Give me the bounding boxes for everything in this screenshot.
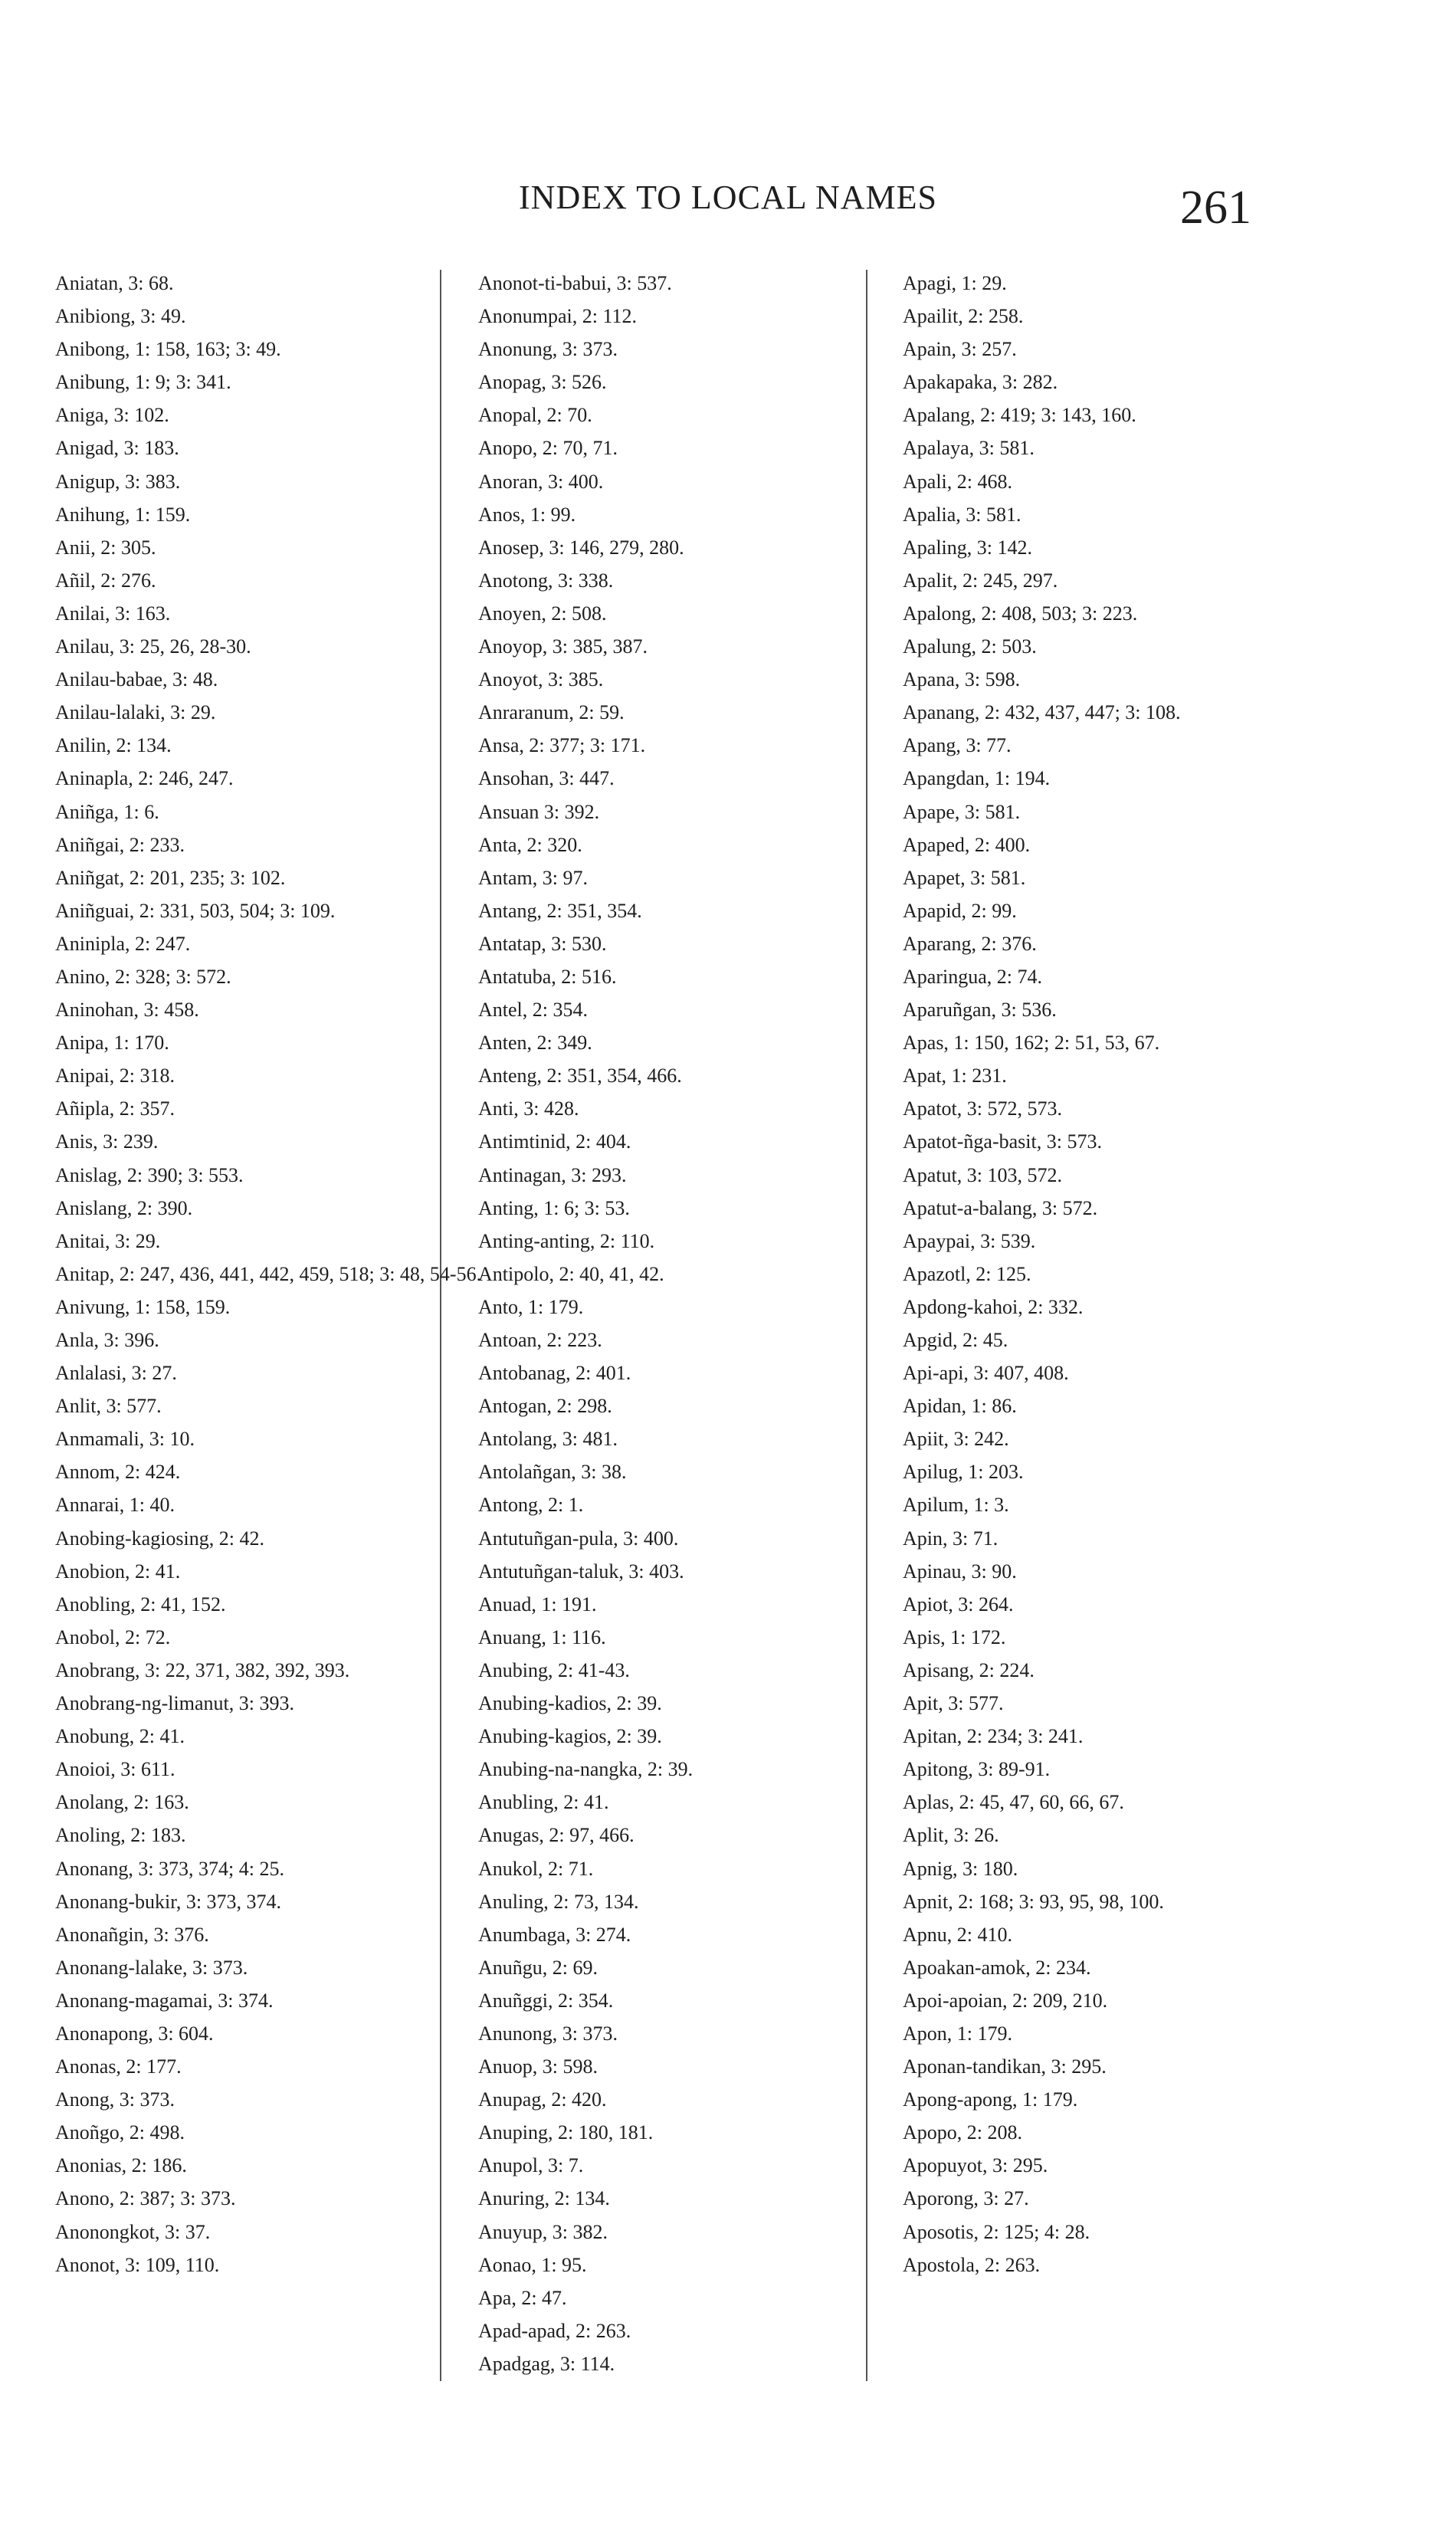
index-entry: Anubing-kadios, 2: 39. <box>478 1692 662 1715</box>
index-entry: Apalang, 2: 419; 3: 143, 160. <box>903 404 1136 427</box>
index-entry: Anubling, 2: 41. <box>478 1791 609 1814</box>
index-entry: Apnit, 2: 168; 3: 93, 95, 98, 100. <box>903 1890 1164 1913</box>
index-entry: Apalung, 2: 503. <box>903 635 1037 658</box>
index-entry: Anoyen, 2: 508. <box>478 602 607 625</box>
index-entry: Anla, 3: 396. <box>55 1329 159 1351</box>
column-divider <box>866 270 867 2381</box>
index-entry: Apana, 3: 598. <box>903 668 1021 691</box>
index-entry: Api-api, 3: 407, 408. <box>903 1362 1069 1385</box>
index-entry: Apalaya, 3: 581. <box>903 437 1035 460</box>
index-entry: Anobrang, 3: 22, 371, 382, 392, 393. <box>55 1658 350 1681</box>
index-entry: Aplas, 2: 45, 47, 60, 66, 67. <box>903 1791 1124 1814</box>
index-entry: Apiit, 3: 242. <box>903 1428 1009 1451</box>
index-entry: Annom, 2: 424. <box>55 1461 181 1484</box>
index-entry: Anmamali, 3: 10. <box>55 1428 195 1451</box>
index-entry: Apatut, 3: 103, 572. <box>903 1163 1062 1186</box>
index-entry: Anonot-ti-babui, 3: 537. <box>478 272 672 294</box>
index-entry: Antimtinid, 2: 404. <box>478 1130 631 1153</box>
index-entry: Anonumpai, 2: 112. <box>478 305 638 328</box>
index-entry: Anotong, 3: 338. <box>478 569 614 592</box>
index-entry: Apanang, 2: 432, 437, 447; 3: 108. <box>903 701 1181 724</box>
index-entry: Antobanag, 2: 401. <box>478 1362 631 1385</box>
index-entry: Anuyup, 3: 382. <box>478 2220 608 2243</box>
index-entry: Anitai, 3: 29. <box>55 1229 161 1252</box>
index-entry: Aparang, 2: 376. <box>903 932 1037 955</box>
index-entry: Anipa, 1: 170. <box>55 1032 169 1055</box>
index-entry: Apnig, 3: 180. <box>903 1857 1018 1880</box>
index-entry: Aninipla, 2: 247. <box>55 932 191 955</box>
index-entry: Anuling, 2: 73, 134. <box>478 1890 639 1913</box>
index-entry: Antong, 2: 1. <box>478 1494 584 1517</box>
index-entry: Antang, 2: 351, 354. <box>478 899 642 922</box>
index-entry: Antolañgan, 3: 38. <box>478 1461 627 1484</box>
index-entry: Apatot, 3: 572, 573. <box>903 1097 1062 1120</box>
index-entry: Antel, 2: 354. <box>478 999 588 1022</box>
index-entry: Anonañgin, 3: 376. <box>55 1923 209 1946</box>
index-entry: Anong, 3: 373. <box>55 2088 175 2111</box>
index-entry: Apapid, 2: 99. <box>903 899 1017 922</box>
index-entry: Aniñgai, 2: 233. <box>55 833 185 856</box>
index-entry: Anolang, 2: 163. <box>55 1791 189 1814</box>
index-entry: Anonang-lalake, 3: 373. <box>55 1956 248 1979</box>
index-entry: Aparuñgan, 3: 536. <box>903 999 1057 1022</box>
index-entry: Anraranum, 2: 59. <box>478 701 625 724</box>
index-entry: Anipai, 2: 318. <box>55 1064 175 1087</box>
index-entry: Anuang, 1: 116. <box>478 1625 606 1648</box>
index-entry: Anobing-kagiosing, 2: 42. <box>55 1527 264 1550</box>
index-entry: Anlit, 3: 577. <box>55 1395 162 1418</box>
index-entry: Añil, 2: 276. <box>55 569 156 592</box>
index-entry: Anupol, 3: 7. <box>478 2154 584 2177</box>
index-entry: Apon, 1: 179. <box>903 2022 1012 2045</box>
index-entry: Anigad, 3: 183. <box>55 437 179 460</box>
index-entry: Ansohan, 3: 447. <box>478 767 615 790</box>
index-entry: Apain, 3: 257. <box>903 338 1017 361</box>
index-entry: Anting, 1: 6; 3: 53. <box>478 1196 630 1219</box>
index-entry: Aonao, 1: 95. <box>478 2253 587 2276</box>
index-entry: Anlalasi, 3: 27. <box>55 1362 177 1385</box>
index-entry: Anoran, 3: 400. <box>478 470 604 493</box>
index-entry: Aposotis, 2: 125; 4: 28. <box>903 2220 1090 2243</box>
index-entry: Apopo, 2: 208. <box>903 2121 1022 2144</box>
index-entry: Anubing, 2: 41-43. <box>478 1658 630 1681</box>
index-entry: Antutuñgan-taluk, 3: 403. <box>478 1560 684 1583</box>
index-entry: Aponan-tandikan, 3: 295. <box>903 2055 1107 2078</box>
index-entry: Anuop, 3: 598. <box>478 2055 598 2078</box>
index-entry: Aniatan, 3: 68. <box>55 272 174 294</box>
index-entry: Anono, 2: 387; 3: 373. <box>55 2187 236 2210</box>
page-title: INDEX TO LOCAL NAMES <box>519 179 937 216</box>
index-entry: Anubing-kagios, 2: 39. <box>478 1725 662 1748</box>
index-entry: Anis, 3: 239. <box>55 1130 159 1153</box>
index-entry: Anteng, 2: 351, 354, 466. <box>478 1064 682 1087</box>
index-entry: Anobion, 2: 41. <box>55 1560 181 1583</box>
index-entry: Anonang, 3: 373, 374; 4: 25. <box>55 1857 284 1880</box>
index-entry: Apaypai, 3: 539. <box>903 1229 1036 1252</box>
index-entry: Aplit, 3: 26. <box>903 1824 999 1847</box>
index-column-3 <box>903 267 1301 2281</box>
index-entry: Annarai, 1: 40. <box>55 1494 175 1517</box>
index-entry: Anubing-na-nangka, 2: 39. <box>478 1758 694 1781</box>
index-entry: Anobrang-ng-limanut, 3: 393. <box>55 1692 294 1715</box>
index-entry: Apalit, 2: 245, 297. <box>903 569 1058 592</box>
index-entry: Anoyot, 3: 385. <box>478 668 604 691</box>
index-entry: Anukol, 2: 71. <box>478 1857 594 1880</box>
index-entry: Apang, 3: 77. <box>903 734 1012 757</box>
index-entry: Anonongkot, 3: 37. <box>55 2220 211 2243</box>
index-entry: Aniñga, 1: 6. <box>55 800 159 823</box>
index-entry: Anuad, 1: 191. <box>478 1593 597 1615</box>
index-entry: Apape, 3: 581. <box>903 800 1021 823</box>
index-entry: Apatut-a-balang, 3: 572. <box>903 1196 1098 1219</box>
index-entry: Aninapla, 2: 246, 247. <box>55 767 234 790</box>
index-entry: Anigup, 3: 383. <box>55 470 181 493</box>
index-entry: Apaling, 3: 142. <box>903 536 1032 559</box>
index-entry: Anumbaga, 3: 274. <box>478 1923 631 1946</box>
index-entry: Apiot, 3: 264. <box>903 1593 1014 1615</box>
index-entry: Apopuyot, 3: 295. <box>903 2154 1048 2177</box>
index-entry: Anilau-babae, 3: 48. <box>55 668 218 691</box>
index-entry: Anihung, 1: 159. <box>55 503 191 526</box>
index-entry: Anonang-bukir, 3: 373, 374. <box>55 1890 282 1913</box>
index-entry: Anivung, 1: 158, 159. <box>55 1295 231 1318</box>
index-entry: Antutuñgan-pula, 3: 400. <box>478 1527 679 1550</box>
index-entry: Apoi-apoian, 2: 209, 210. <box>903 1989 1108 2012</box>
index-entry: Anten, 2: 349. <box>478 1032 592 1055</box>
index-entry: Anuñggi, 2: 354. <box>478 1989 614 2012</box>
index-entry: Anopag, 3: 526. <box>478 371 607 394</box>
index-entry: Antogan, 2: 298. <box>478 1395 612 1418</box>
index-column-2 <box>478 267 838 2380</box>
index-entry: Ansa, 2: 377; 3: 171. <box>478 734 646 757</box>
page-number: 261 <box>1180 182 1251 234</box>
index-entry: Aporong, 3: 27. <box>903 2187 1029 2210</box>
index-entry: Antipolo, 2: 40, 41, 42. <box>478 1262 664 1285</box>
index-entry: Anii, 2: 305. <box>55 536 156 559</box>
index-entry: Anonas, 2: 177. <box>55 2055 182 2078</box>
index-entry: Antoan, 2: 223. <box>478 1329 602 1351</box>
index-entry: Anilai, 3: 163. <box>55 602 171 625</box>
index-entry: Anibong, 1: 158, 163; 3: 49. <box>55 338 281 361</box>
index-entry: Antatuba, 2: 516. <box>478 965 617 988</box>
index-entry: Anunong, 3: 373. <box>478 2022 618 2045</box>
index-entry: Antolang, 3: 481. <box>478 1428 618 1451</box>
index-entry: Anobol, 2: 72. <box>55 1625 171 1648</box>
index-entry: Anonapong, 3: 604. <box>55 2022 214 2045</box>
index-entry: Anonias, 2: 186. <box>55 2154 187 2177</box>
index-entry: Apin, 3: 71. <box>903 1527 999 1550</box>
index-entry: Anobung, 2: 41. <box>55 1725 185 1748</box>
index-entry: Anopal, 2: 70. <box>478 404 592 427</box>
index-entry: Anilin, 2: 134. <box>55 734 172 757</box>
index-entry: Aparingua, 2: 74. <box>903 965 1042 988</box>
index-entry: Apakapaka, 3: 282. <box>903 371 1058 394</box>
index-entry: Anoñgo, 2: 498. <box>55 2121 185 2144</box>
index-entry: Apas, 1: 150, 162; 2: 51, 53, 67. <box>903 1032 1160 1055</box>
index-entry: Aniga, 3: 102. <box>55 404 169 427</box>
index-entry: Antinagan, 3: 293. <box>478 1163 627 1186</box>
index-entry: Apapet, 3: 581. <box>903 866 1026 889</box>
index-entry: Antam, 3: 97. <box>478 866 588 889</box>
index-entry: Apali, 2: 468. <box>903 470 1012 493</box>
index-entry: Apong-apong, 1: 179. <box>903 2088 1078 2111</box>
index-entry: Aniñguai, 2: 331, 503, 504; 3: 109. <box>55 899 336 922</box>
index-entry: Anugas, 2: 97, 466. <box>478 1824 635 1847</box>
index-entry: Apat, 1: 231. <box>903 1064 1007 1087</box>
index-entry: Anobling, 2: 41, 152. <box>55 1593 226 1615</box>
index-entry: Apagi, 1: 29. <box>903 272 1007 294</box>
index-entry: Aniñgat, 2: 201, 235; 3: 102. <box>55 866 286 889</box>
index-entry: Apis, 1: 172. <box>903 1625 1006 1648</box>
index-entry: Anuping, 2: 180, 181. <box>478 2121 654 2144</box>
index-entry: Apisang, 2: 224. <box>903 1658 1035 1681</box>
index-entry: Apinau, 3: 90. <box>903 1560 1017 1583</box>
index-entry: Apailit, 2: 258. <box>903 305 1024 328</box>
index-entry: Apoakan-amok, 2: 234. <box>903 1956 1091 1979</box>
index-entry: Anoioi, 3: 611. <box>55 1758 175 1781</box>
index-entry: Anuñgu, 2: 69. <box>478 1956 598 1979</box>
index-entry: Antatap, 3: 530. <box>478 932 607 955</box>
index-entry: Apgid, 2: 45. <box>903 1329 1008 1351</box>
index-entry: Anopo, 2: 70, 71. <box>478 437 618 460</box>
index-entry: Apazotl, 2: 125. <box>903 1262 1031 1285</box>
index-entry: Apnu, 2: 410. <box>903 1923 1012 1946</box>
index-entry: Anuring, 2: 134. <box>478 2187 610 2210</box>
index-entry: Anta, 2: 320. <box>478 833 582 856</box>
index-entry: Anilau, 3: 25, 26, 28-30. <box>55 635 251 658</box>
index-entry: Anos, 1: 99. <box>478 503 576 526</box>
index-entry: Anibiong, 3: 49. <box>55 305 186 328</box>
index-entry: Apdong-kahoi, 2: 332. <box>903 1295 1084 1318</box>
index-entry: Apadgag, 3: 114. <box>478 2352 615 2375</box>
index-entry: Apostola, 2: 263. <box>903 2253 1041 2276</box>
index-entry: Ansuan 3: 392. <box>478 800 600 823</box>
index-entry: Apit, 3: 577. <box>903 1692 1004 1715</box>
index-entry: Anto, 1: 179. <box>478 1295 584 1318</box>
index-entry: Anilau-lalaki, 3: 29. <box>55 701 216 724</box>
index-entry: Apad-apad, 2: 263. <box>478 2319 631 2342</box>
index-entry: Apalia, 3: 581. <box>903 503 1021 526</box>
index-entry: Apatot-ñga-basit, 3: 573. <box>903 1130 1102 1153</box>
index-entry: Anonot, 3: 109, 110. <box>55 2253 220 2276</box>
index-entry: Apitan, 2: 234; 3: 241. <box>903 1725 1084 1748</box>
index-entry: Apangdan, 1: 194. <box>903 767 1051 790</box>
index-entry: Apa, 2: 47. <box>478 2286 567 2309</box>
index-entry: Añipla, 2: 357. <box>55 1097 175 1120</box>
index-column-1 <box>55 267 482 2281</box>
index-entry: Aninohan, 3: 458. <box>55 999 199 1022</box>
index-entry: Anupag, 2: 420. <box>478 2088 607 2111</box>
index-entry: Anislag, 2: 390; 3: 553. <box>55 1163 244 1186</box>
index-entry: Anoyop, 3: 385, 387. <box>478 635 648 658</box>
index-entry: Anosep, 3: 146, 279, 280. <box>478 536 684 559</box>
index-entry: Anti, 3: 428. <box>478 1097 579 1120</box>
index-entry: Apidan, 1: 86. <box>903 1395 1017 1418</box>
index-entry: Anting-anting, 2: 110. <box>478 1229 655 1252</box>
index-entry: Apilum, 1: 3. <box>903 1494 1009 1517</box>
index-entry: Apaped, 2: 400. <box>903 833 1031 856</box>
index-entry: Anitap, 2: 247, 436, 441, 442, 459, 518; 3: 48, 54-56. <box>55 1262 482 1285</box>
index-entry: Apitong, 3: 89-91. <box>903 1758 1051 1781</box>
index-entry: Apilug, 1: 203. <box>903 1461 1024 1484</box>
index-entry: Anoling, 2: 183. <box>55 1824 186 1847</box>
index-entry: Anislang, 2: 390. <box>55 1196 193 1219</box>
index-entry: Anonung, 3: 373. <box>478 338 618 361</box>
index-entry: Anonang-magamai, 3: 374. <box>55 1989 274 2012</box>
index-entry: Anibung, 1: 9; 3: 341. <box>55 371 231 394</box>
index-entry: Anino, 2: 328; 3: 572. <box>55 965 231 988</box>
index-entry: Apalong, 2: 408, 503; 3: 223. <box>903 602 1138 625</box>
column-divider <box>440 270 441 2381</box>
